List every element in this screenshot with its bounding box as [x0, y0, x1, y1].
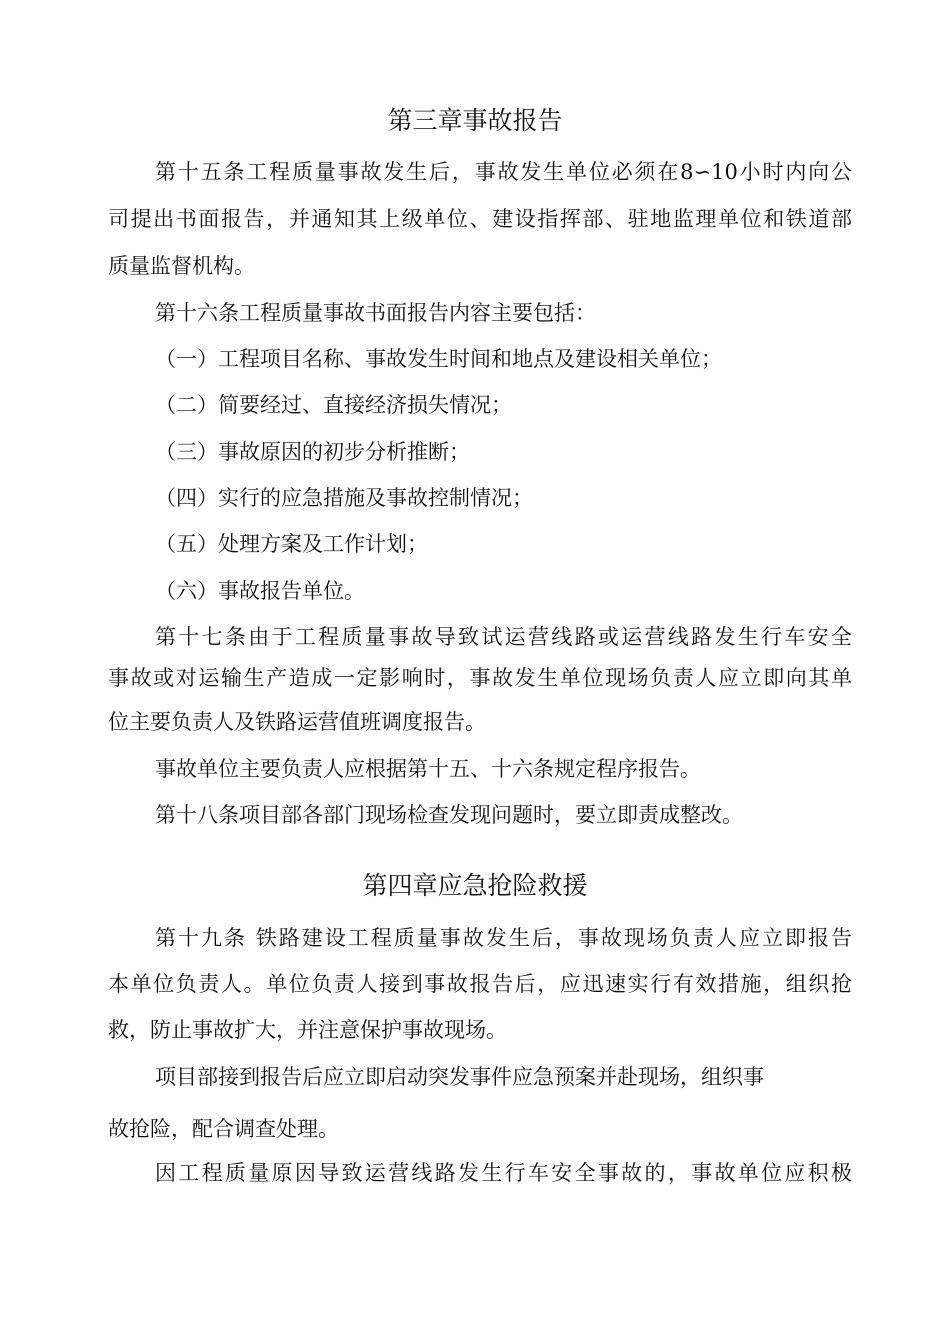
- list-item-6: （六）事故报告单位。: [155, 579, 365, 603]
- article-15-line-2: 司提出书面报告，并通知其上级单位、建设指挥部、驻地监理单位和铁道部: [108, 207, 852, 231]
- article-19-line-2: 本单位负责人。单位负责人接到事故报告后，应迅速实行有效措施，组织抢: [108, 972, 852, 996]
- article-17-line-3: 位主要负责人及铁路运营值班调度报告。: [108, 710, 486, 734]
- list-item-3: （三）事故原因的初步分析推断；: [155, 440, 470, 464]
- article-17-paragraph-2: 事故单位主要负责人应根据第十五、十六条规定程序报告。: [155, 757, 701, 781]
- list-item-1: （一）工程项目名称、事故发生时间和地点及建设相关单位；: [155, 347, 722, 371]
- article-16: 第十六条工程质量事故书面报告内容主要包括：: [155, 301, 596, 325]
- chapter-3-title: 第三章事故报告: [387, 106, 563, 135]
- article-18: 第十八条项目部各部门现场检查发现问题时，要立即责成整改。: [155, 803, 743, 827]
- article-17-line-2: 事故或对运输生产造成一定影响时，事故发生单位现场负责人应立即向其单: [108, 666, 852, 690]
- paragraph-2-line-2: 故抢险，配合调查处理。: [108, 1117, 339, 1141]
- article-15-line-1: 第十五条工程质量事故发生后，事故发生单位必须在8∽10小时内向公: [155, 160, 852, 184]
- paragraph-3-line-1: 因工程质量原因导致运营线路发生行车安全事故的，事故单位应积极: [155, 1161, 852, 1185]
- article-19-line-1: 第十九条 铁路建设工程质量事故发生后，事故现场负责人应立即报告: [155, 926, 852, 950]
- list-item-5: （五）处理方案及工作计划；: [155, 532, 428, 556]
- article-19-line-3: 救，防止事故扩大，并注意保护事故现场。: [108, 1018, 507, 1042]
- list-item-2: （二）简要经过、直接经济损失情况；: [155, 393, 512, 417]
- paragraph-2-line-1: 项目部接到报告后应立即启动突发事件应急预案并赴现场，组织事: [155, 1065, 764, 1089]
- article-17-line-1: 第十七条由于工程质量事故导致试运营线路或运营线路发生行车安全: [155, 625, 852, 649]
- list-item-4: （四）实行的应急措施及事故控制情况；: [155, 486, 533, 510]
- chapter-4-title: 第四章应急抢险救援: [362, 871, 588, 900]
- article-15-line-3: 质量监督机构。: [108, 254, 255, 278]
